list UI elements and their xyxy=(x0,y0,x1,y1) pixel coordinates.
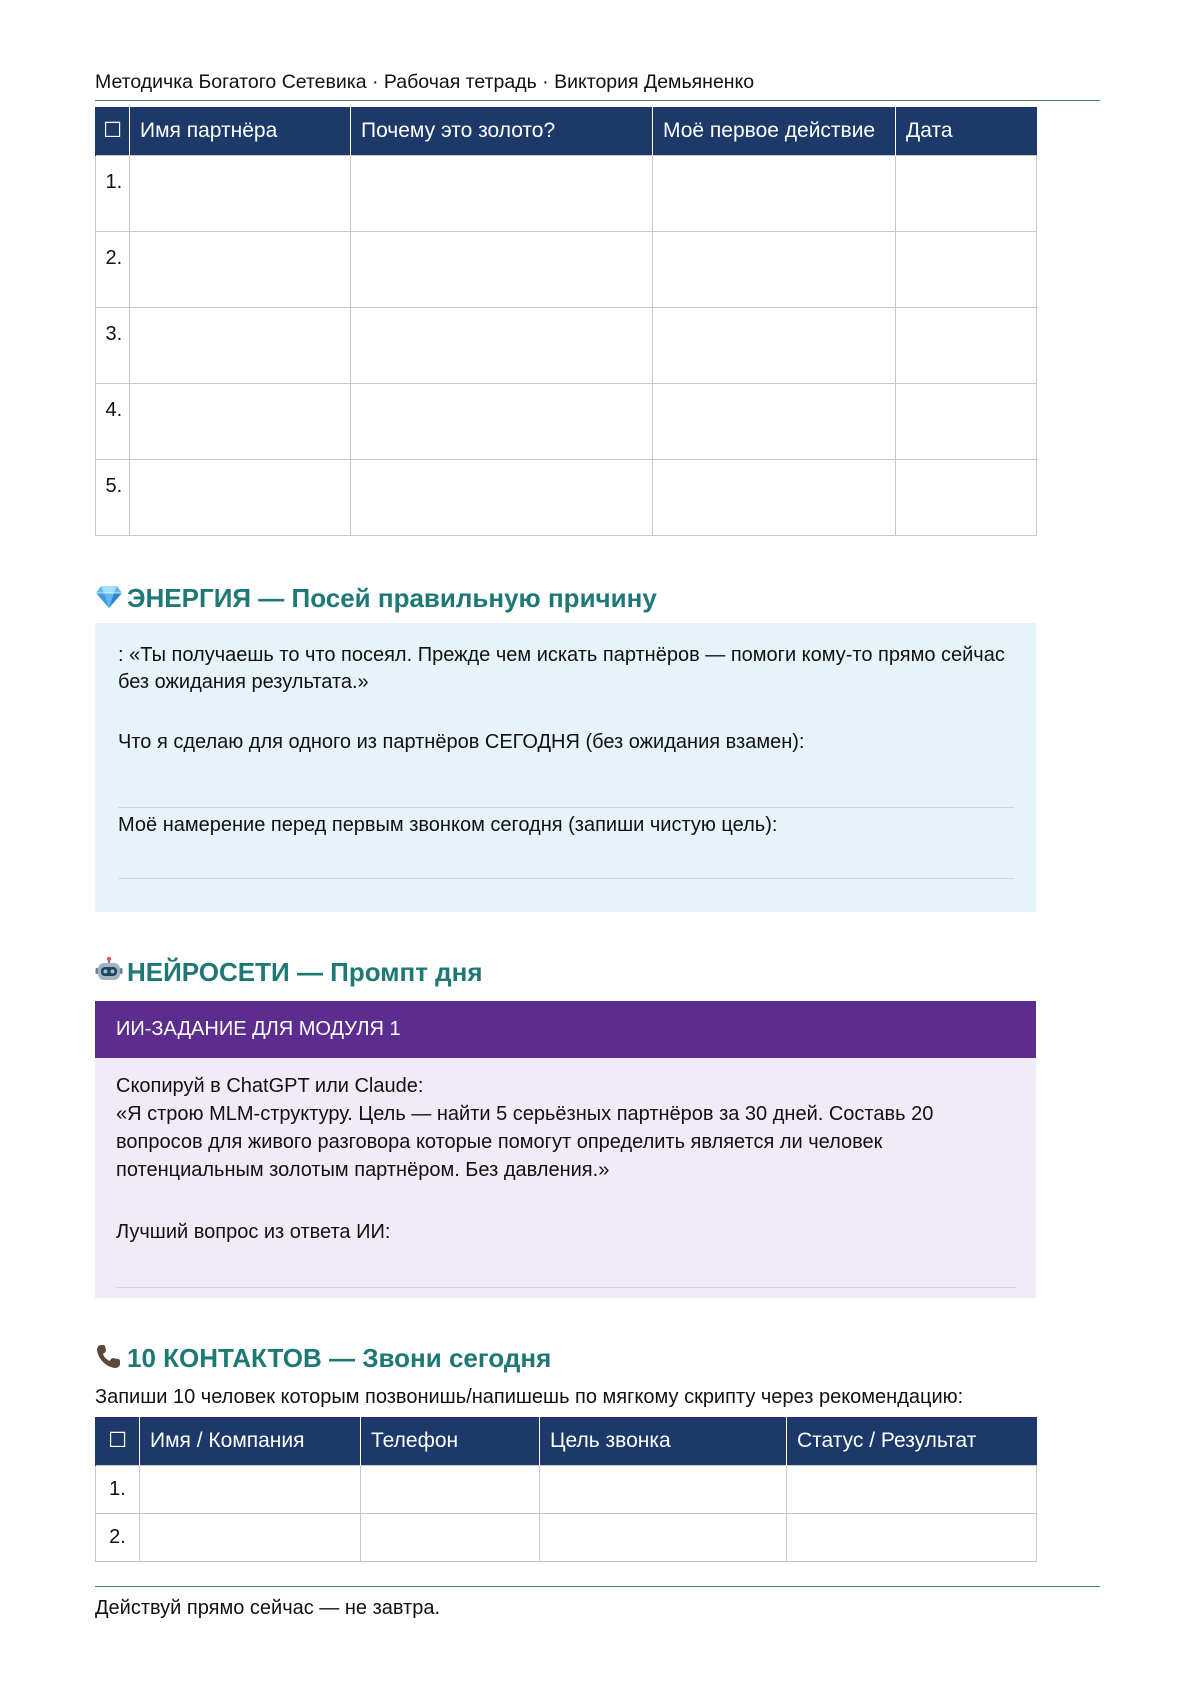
table-row xyxy=(96,383,1037,459)
answer-line-best-question[interactable] xyxy=(116,1246,1016,1288)
status-column-header: Статус / Результат xyxy=(787,1417,1037,1465)
date-cell[interactable] xyxy=(896,383,1037,459)
checkbox-column-header: ☐ xyxy=(96,1417,140,1465)
first-action-cell[interactable] xyxy=(653,231,896,307)
call-goal-column-header: Цель звонка xyxy=(540,1417,787,1465)
page-header xyxy=(95,70,1100,101)
table-row xyxy=(96,1513,1037,1561)
name-company-cell[interactable] xyxy=(140,1513,361,1561)
date-cell[interactable] xyxy=(896,231,1037,307)
table-row xyxy=(96,231,1037,307)
ai-best-question-label: Лучший вопрос из ответа ИИ: xyxy=(116,1221,391,1243)
why-gold-cell[interactable] xyxy=(351,231,653,307)
energy-question-intention: Моё намерение перед первым звонком сегодня (запиши чистую цель): xyxy=(118,814,778,836)
date-column-header: Дата xyxy=(896,107,1037,155)
contacts-section-title xyxy=(95,1341,551,1375)
energy-title-text: ЭНЕРГИЯ — Посей правильную причину xyxy=(127,583,657,613)
first-action-cell[interactable] xyxy=(653,459,896,535)
first-action-cell[interactable] xyxy=(653,383,896,459)
status-cell[interactable] xyxy=(787,1465,1037,1513)
partner-name-column-header: Имя партнёра xyxy=(130,107,351,155)
footer-text: Действуй прямо сейчас — не завтра. xyxy=(95,1597,441,1619)
checkbox-column-header: ☐ xyxy=(96,107,130,155)
first-action-cell[interactable] xyxy=(653,155,896,231)
ai-section-title xyxy=(95,955,483,989)
phone-column-header: Телефон xyxy=(361,1417,540,1465)
why-gold-cell[interactable] xyxy=(351,307,653,383)
row-number: 2. xyxy=(96,1513,140,1561)
ai-prompt-text: «Я строю MLM-структуру. Цель — найти 5 серьёзных партнёров за 30 дней. Составь 20 вопросов для живого разговора которые помогут определить является ли человек потенциальным золотым партнёром. Без давления.» xyxy=(116,1103,934,1181)
status-cell[interactable] xyxy=(787,1513,1037,1561)
date-cell[interactable] xyxy=(896,155,1037,231)
ai-instruction: Скопируй в ChatGPT или Claude: xyxy=(116,1075,424,1097)
row-number: 1. xyxy=(96,1465,140,1513)
table-row xyxy=(96,459,1037,535)
why-gold-column-header: Почему это золото? xyxy=(351,107,653,155)
gem-icon xyxy=(95,582,123,610)
why-gold-cell[interactable] xyxy=(351,459,653,535)
energy-question-today: Что я сделаю для одного из партнёров СЕГОДНЯ (без ожидания взамен): xyxy=(118,731,805,753)
first-action-cell[interactable] xyxy=(653,307,896,383)
partner-name-cell[interactable] xyxy=(130,155,351,231)
ai-task-body xyxy=(95,1058,1036,1298)
date-cell[interactable] xyxy=(896,307,1037,383)
date-cell[interactable] xyxy=(896,459,1037,535)
phone-cell[interactable] xyxy=(361,1513,540,1561)
call-goal-cell[interactable] xyxy=(540,1513,787,1561)
phone-cell[interactable] xyxy=(361,1465,540,1513)
partner-name-cell[interactable] xyxy=(130,383,351,459)
ai-title-text: НЕЙРОСЕТИ — Промпт дня xyxy=(127,957,483,987)
robot-icon xyxy=(95,956,123,984)
contacts-title-text: 10 КОНТАКТОВ — Звони сегодня xyxy=(127,1343,552,1373)
call-goal-cell[interactable] xyxy=(540,1465,787,1513)
ai-task-header: ИИ-ЗАДАНИЕ ДЛЯ МОДУЛЯ 1 xyxy=(95,1001,1036,1058)
row-number: 5. xyxy=(96,459,130,535)
contacts-intro: Запиши 10 человек которым позвонишь/напишешь по мягкому скрипту через рекомендацию: xyxy=(95,1386,964,1408)
answer-line-today[interactable] xyxy=(118,756,1014,808)
partner-name-cell[interactable] xyxy=(130,307,351,383)
name-company-cell[interactable] xyxy=(140,1465,361,1513)
partners-table xyxy=(95,107,1037,536)
contacts-table-header-row xyxy=(96,1417,1037,1465)
energy-box xyxy=(95,623,1036,912)
partners-table-header-row xyxy=(96,107,1037,155)
phone-icon xyxy=(95,1342,123,1370)
table-row xyxy=(96,155,1037,231)
partner-name-cell[interactable] xyxy=(130,459,351,535)
row-number: 3. xyxy=(96,307,130,383)
row-number: 4. xyxy=(96,383,130,459)
row-number: 2. xyxy=(96,231,130,307)
table-row xyxy=(96,307,1037,383)
name-company-column-header: Имя / Компания xyxy=(140,1417,361,1465)
contacts-table xyxy=(95,1417,1037,1562)
table-row xyxy=(96,1465,1037,1513)
first-action-column-header: Моё первое действие xyxy=(653,107,896,155)
page-footer xyxy=(95,1586,1100,1621)
answer-line-intention[interactable] xyxy=(118,839,1014,879)
energy-section-title xyxy=(95,581,657,615)
partner-name-cell[interactable] xyxy=(130,231,351,307)
page-header-text: Методичка Богатого Сетевика · Рабочая тетрадь · Виктория Демьяненко xyxy=(95,71,755,93)
why-gold-cell[interactable] xyxy=(351,383,653,459)
row-number: 1. xyxy=(96,155,130,231)
why-gold-cell[interactable] xyxy=(351,155,653,231)
energy-quote: : «Ты получаешь то что посеял. Прежде чем искать партнёров — помоги кому-то прямо сейчас без ожидания результата.» xyxy=(118,644,1005,693)
